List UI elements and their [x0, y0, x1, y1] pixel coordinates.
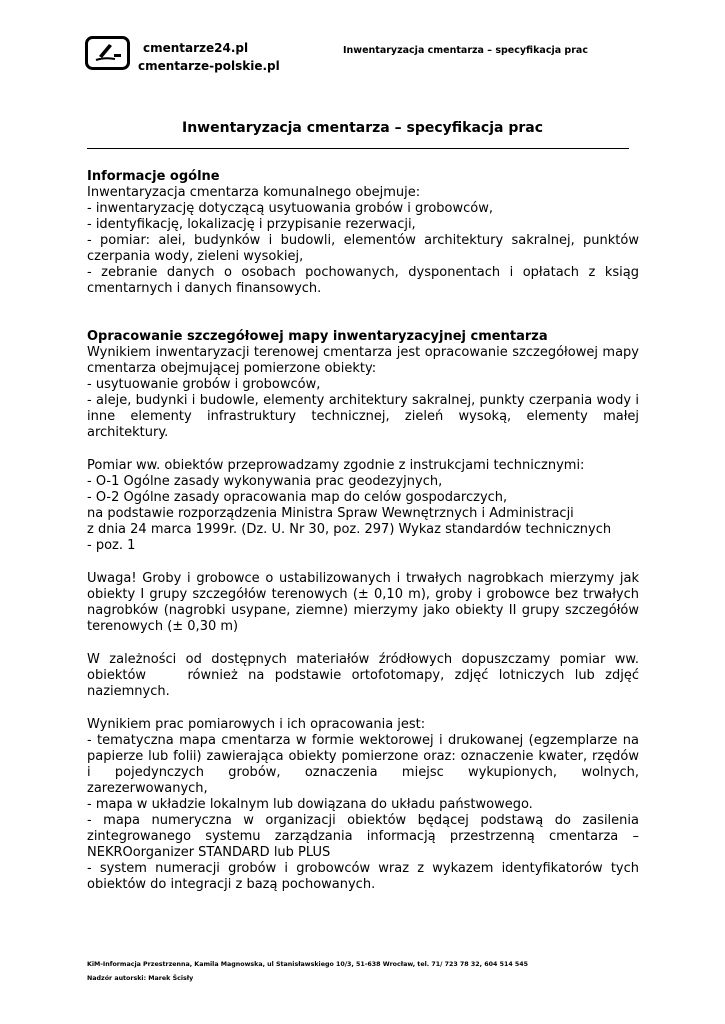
footer-address: KiM-Informacja Przestrzenna, Kamila Magnowska, ul Stanisławskiego 10/3, 51-638 Wrocław, tel. 71/ 723 78 32, 604 514 545	[87, 961, 529, 968]
header-site-2: cmentarze-polskie.pl	[138, 59, 280, 73]
instructions-intro: Pomiar ww. obiektów przeprowadzamy zgodnie z instrukcjami technicznymi:	[87, 458, 585, 473]
footer-supervision: Nadzór autorski: Marek Ścisły	[87, 975, 194, 982]
footer	[87, 958, 528, 986]
document-title: Inwentaryzacja cmentarza – specyfikacja prac	[182, 120, 543, 136]
general-item: - pomiar: alei, budynków i budowli, elementów architektury sakralnej, punktów czerpania wody, zieleni wysokiej,	[87, 233, 639, 264]
result-item: - tematyczna mapa cmentarza w formie wektorowej i drukowanej (egzemplarze na papierze lub folii) zawierająca obiekty pomierzone oraz: oznaczenie kwater, rzędów i pojedynczych grobów, oznaczenia miejsc wykupionych, wolnych, zarezerwowanych,	[87, 733, 639, 796]
instruction-line: z dnia 24 marca 1999r. (Dz. U. Nr 30, poz. 297) Wykaz standardów technicznych	[87, 522, 612, 537]
result-item: - mapa numeryczna w organizacji obiektów będącej podstawą do zasilenia zintegrowanego systemu zarządzania informacją przestrzenną cmentarza – NEKROorganizer STANDARD lub PLUS	[87, 813, 639, 860]
general-intro: Inwentaryzacja cmentarza komunalnego obejmuje:	[87, 185, 421, 200]
section-heading-map: Opracowanie szczegółowej mapy inwentaryzacyjnej cmentarza	[87, 329, 548, 344]
warning-paragraph: Uwaga! Groby i grobowce o ustabilizowanych i trwałych nagrobkach mierzymy jak obiekty I grupy szczegółów terenowych (± 0,10 m), groby i grobowce bez trwałych nagrobków (nagrobki usypane, ziemne) mierzymy jako obiekty II grupy szczegółów terenowych (± 0,30 m)	[87, 571, 639, 634]
section-heading-general: Informacje ogólne	[87, 169, 220, 184]
result-item: - system numeracji grobów i grobowców wraz z wykazem identyfikatorów tych obiektów do integracji z bazą pochowanych.	[87, 861, 639, 892]
general-item: - zebranie danych o osobach pochowanych, dysponentach i opłatach z ksiąg cmentarnych i danych finansowych.	[87, 265, 639, 296]
map-intro: Wynikiem inwentaryzacji terenowej cmentarza jest opracowanie szczegółowej mapy cmentarza obejmującej pomierzone obiekty:	[87, 345, 639, 376]
title-divider	[87, 148, 629, 149]
logo-pen-icon	[85, 36, 130, 70]
header-document-label: Inwentaryzacja cmentarza – specyfikacja prac	[343, 45, 588, 56]
map-item: - aleje, budynki i budowle, elementy architektury sakralnej, punkty czerpania wody i inne elementy infrastruktury technicznej, zieleń wysoką, elementy małej architektury.	[87, 393, 639, 440]
general-item: - inwentaryzację dotyczącą usytuowania grobów i grobowców,	[87, 201, 493, 216]
document-body	[87, 169, 644, 893]
logo	[85, 36, 130, 70]
instruction-line: na podstawie rozporządzenia Ministra Spraw Wewnętrznych i Administracji	[87, 506, 574, 521]
general-item: - identyfikację, lokalizację i przypisanie rezerwacji,	[87, 217, 416, 232]
map-item: - usytuowanie grobów i grobowców,	[87, 377, 321, 392]
header-site-1: cmentarze24.pl	[143, 41, 249, 55]
result-item: - mapa w układzie lokalnym lub dowiązana do układu państwowego.	[87, 797, 533, 812]
sources-paragraph: W zależności od dostępnych materiałów źródłowych dopuszczamy pomiar ww. obiektów również na podstawie ortofotomapy, zdjęć lotniczych lub zdjęć naziemnych.	[87, 652, 644, 699]
instruction-line: - poz. 1	[87, 538, 136, 553]
instruction-line: - O-2 Ogólne zasady opracowania map do celów gospodarczych,	[87, 490, 508, 505]
results-intro: Wynikiem prac pomiarowych i ich opracowania jest:	[87, 717, 426, 732]
instruction-line: - O-1 Ogólne zasady wykonywania prac geodezyjnych,	[87, 474, 443, 489]
